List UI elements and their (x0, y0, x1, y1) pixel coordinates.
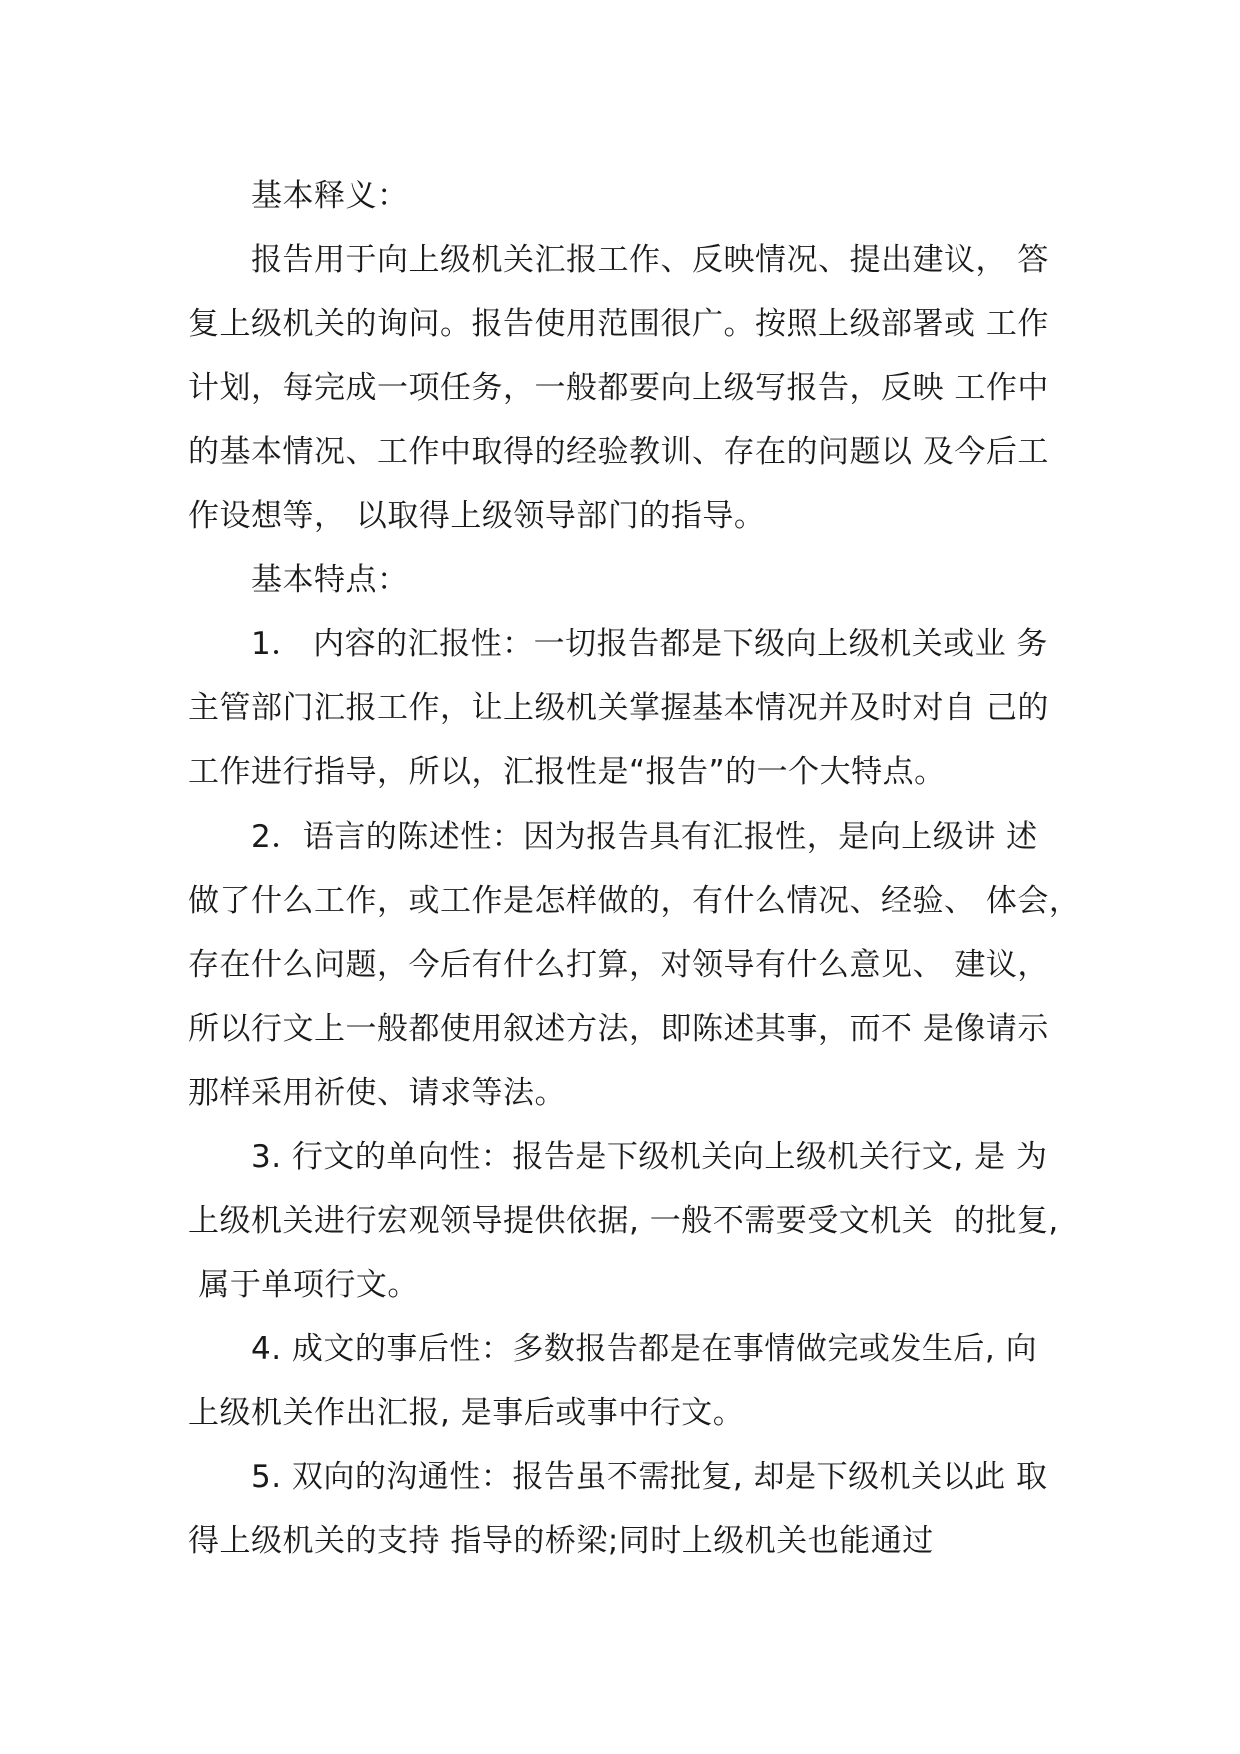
paragraph-line: 工作进行指导，所以，汇报性是“报告”的一个大特点。 (188, 754, 946, 790)
paragraph-line: 复上级机关的询问。报告使用范围很广。按照上级部署或 工作 (188, 306, 1049, 342)
paragraph-line: 上级机关进行宏观领导提供依据, 一般不需要受文机关 的批复, (188, 1203, 1059, 1239)
paragraph-line: 作设想等， 以取得上级领导部门的指导。 (188, 498, 766, 534)
paragraph-line: 存在什么问题，今后有什么打算，对领导有什么意见、 建议， (188, 947, 1049, 983)
paragraph-line: 3. 行文的单向性：报告是下级机关向上级机关行文, 是 为 (251, 1139, 1048, 1175)
section-heading-definition: 基本释义： (251, 178, 409, 214)
paragraph-line: 报告用于向上级机关汇报工作、反映情况、提出建议， 答 (251, 242, 1049, 278)
paragraph-line: 做了什么工作，或工作是怎样做的，有什么情况、经验、 体会， (188, 883, 1081, 919)
paragraph-line: 2．语言的陈述性：因为报告具有汇报性，是向上级讲 述 (251, 819, 1038, 855)
paragraph-line: 1． 内容的汇报性：一切报告都是下级向上级机关或业 务 (251, 626, 1048, 662)
paragraph-line: 5. 双向的沟通性：报告虽不需批复, 却是下级机关以此 取 (251, 1459, 1048, 1495)
paragraph-line: 计划，每完成一项任务，一般都要向上级写报告，反映 工作中 (188, 370, 1049, 406)
paragraph-line: 4. 成文的事后性：多数报告都是在事情做完或发生后, 向 (251, 1331, 1038, 1367)
paragraph-line: 得上级机关的支持 指导的桥梁;同时上级机关也能通过 (188, 1523, 934, 1559)
paragraph-line: 的基本情况、工作中取得的经验教训、存在的问题以 及今后工 (188, 434, 1049, 470)
paragraph-line: 主管部门汇报工作，让上级机关掌握基本情况并及时对自 己的 (188, 690, 1049, 726)
paragraph-line: 上级机关作出汇报, 是事后或事中行文。 (188, 1395, 745, 1431)
paragraph-line: 所以行文上一般都使用叙述方法，即陈述其事，而不 是像请示 (188, 1011, 1049, 1047)
paragraph-line: 属于单项行文。 (188, 1267, 419, 1303)
section-heading-features: 基本特点： (251, 562, 409, 598)
paragraph-line: 那样采用祈使、请求等法。 (188, 1075, 566, 1111)
